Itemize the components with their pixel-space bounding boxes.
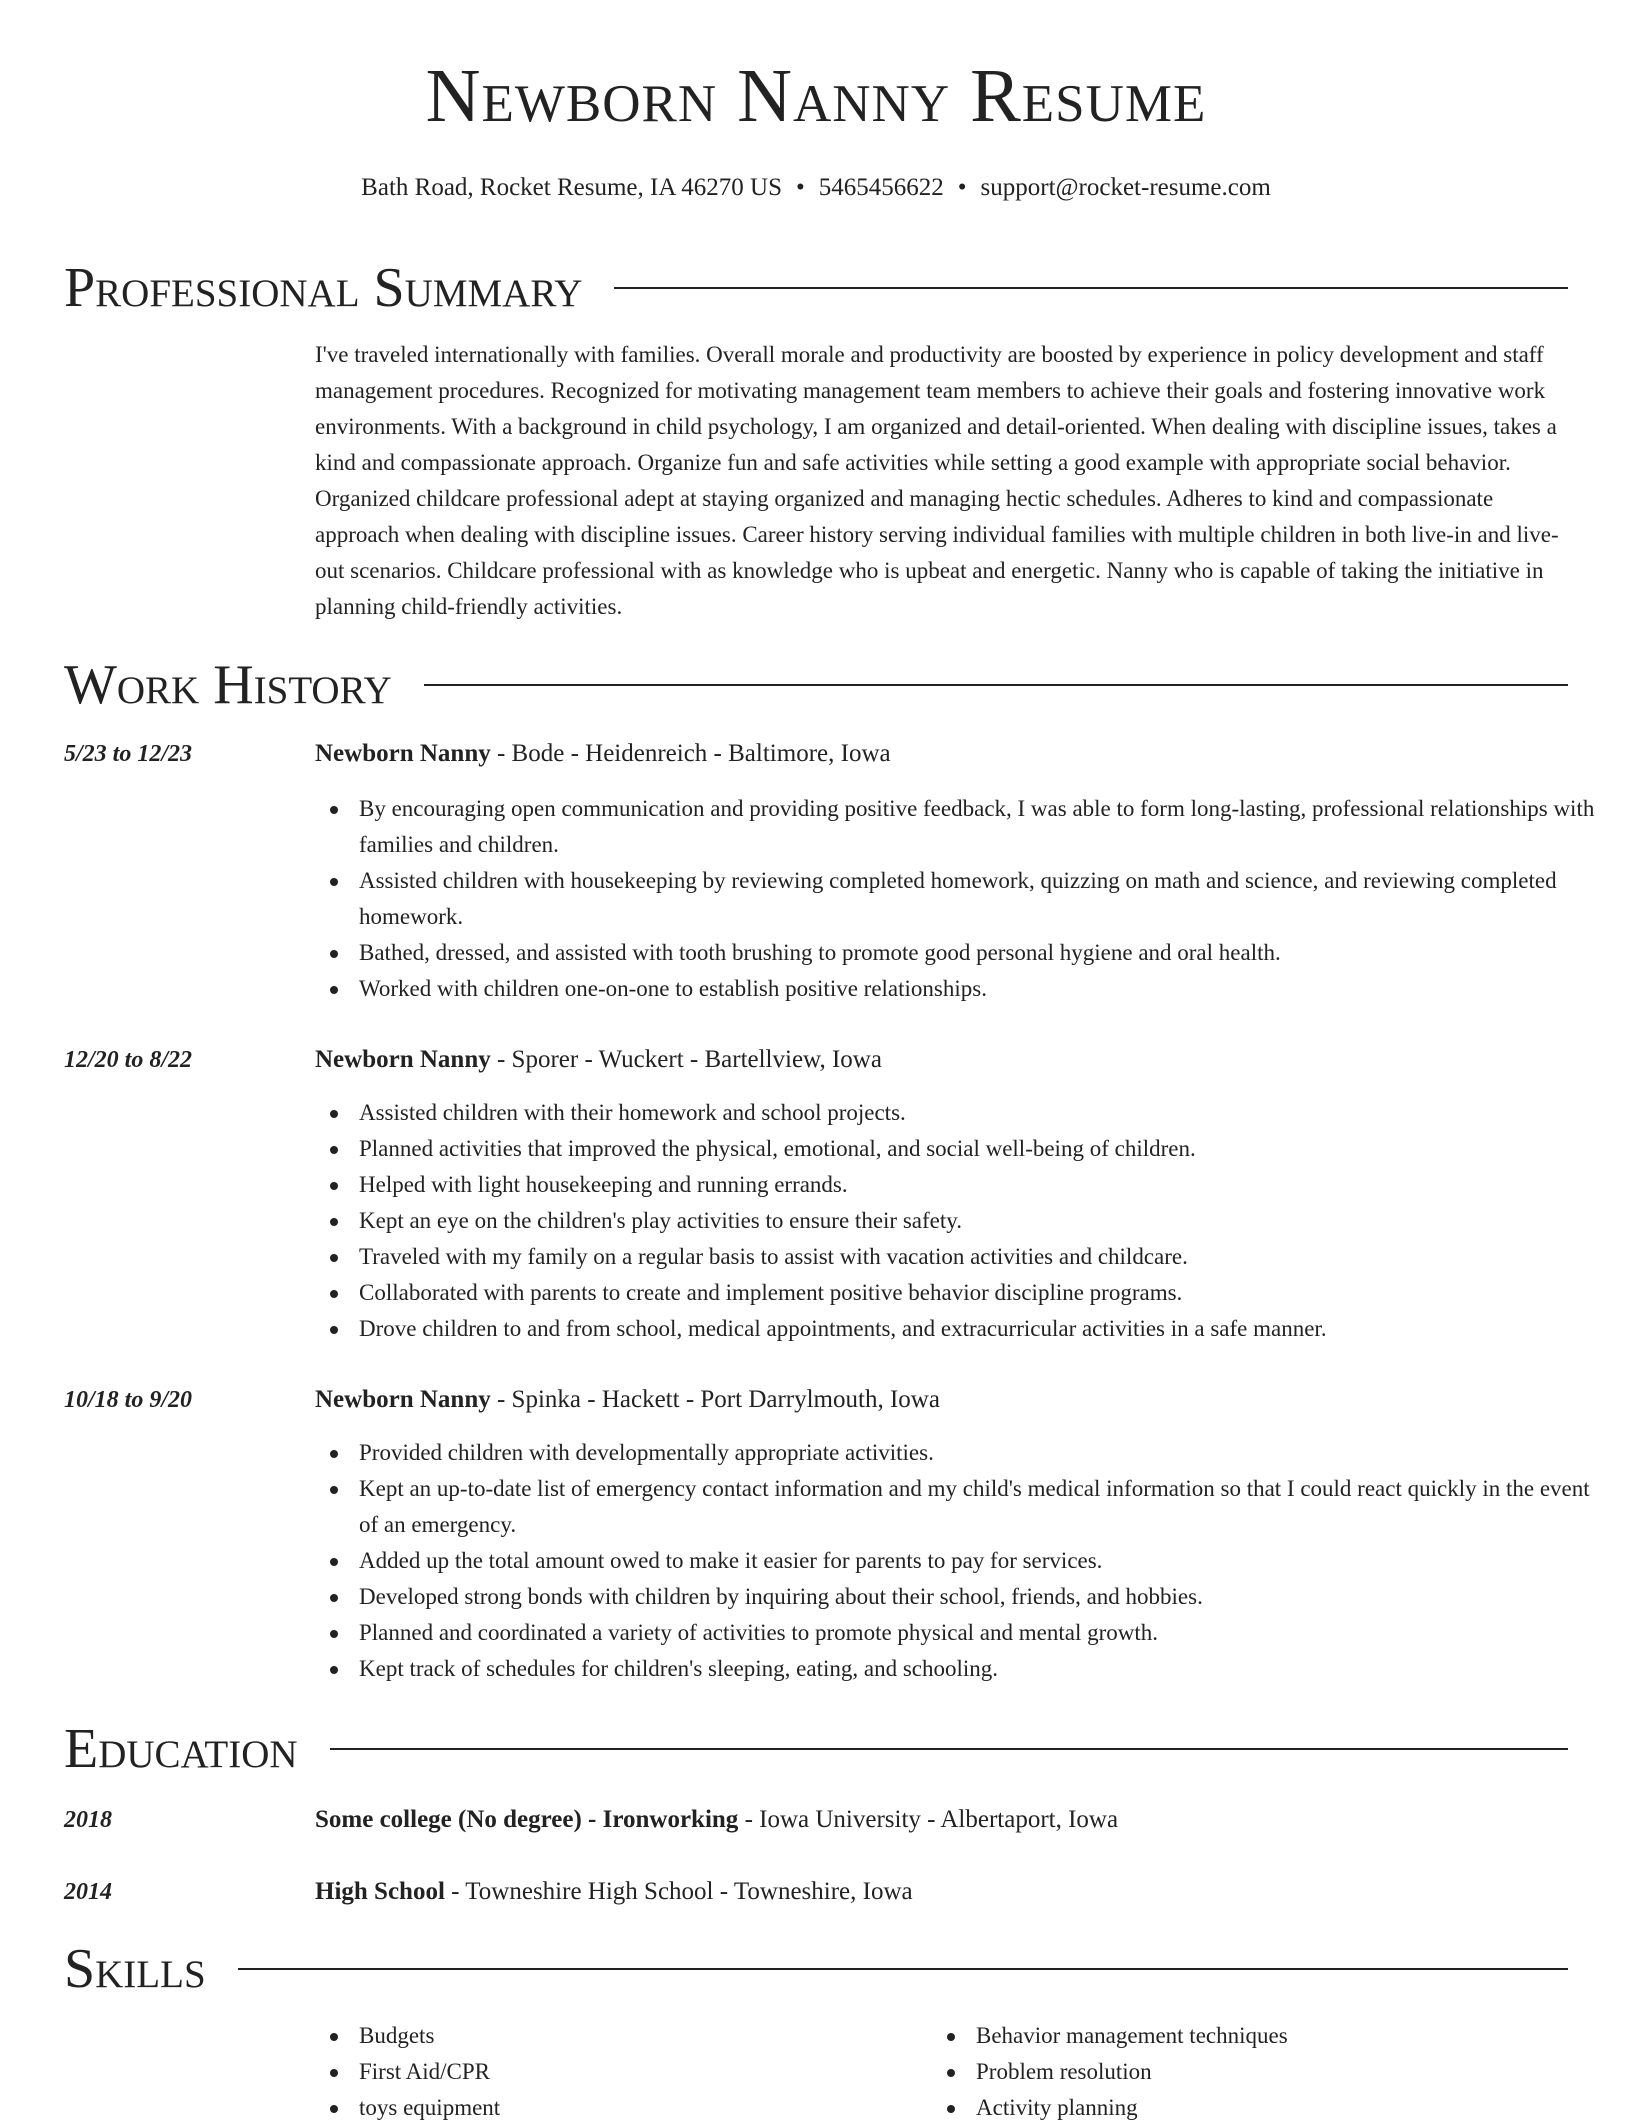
skill-item: Activity planning [976,2090,1288,2126]
list-item: Helped with light housekeeping and running errands. [359,1167,1612,1203]
job-bullets [315,1095,1612,1347]
education-year: 2014 [64,1879,112,1905]
section-divider [424,684,1568,686]
skill-item: Problem resolution [976,2054,1288,2090]
list-item: Kept an eye on the children's play activities to ensure their safety. [359,1203,1612,1239]
summary-text: I've traveled internationally with families. Overall morale and productivity are boosted by experience in policy development and staff management procedures. Recognized for motivating management team members to achieve their goals and fostering innovative work environments. With a background in child psychology, I am organized and detail-oriented. When dealing with discipline issues, takes a kind and compassionate approach. Organize fun and safe activities while setting a good example with appropriate social behavior. Organized childcare professional adept at staying organized and managing hectic schedules. Adheres to kind and compassionate approach when dealing with discipline issues. Career history serving individual families with multiple children in both live-in and live-out scenarios. Childcare professional with as knowledge who is upbeat and energetic. Nanny who is capable of taking the initiative in planning child-friendly activities. [315,342,1559,619]
job-heading [315,1047,882,1072]
education-entry [315,1807,1118,1832]
section-divider [238,1968,1568,1970]
education-title: Some college (No degree) - Ironworking [315,1806,739,1833]
contact-address: Bath Road, Rocket Resume, IA 46270 US [361,174,782,201]
list-item: Kept track of schedules for children's sleeping, eating, and schooling. [359,1651,1612,1687]
job-details: - Bode - Heidenreich - Baltimore, Iowa [490,740,891,767]
job-title: Newborn Nanny [315,740,491,767]
job-title: Newborn Nanny [315,1386,491,1413]
skills-list-left [315,2018,500,2126]
job-dates: 12/20 to 8/22 [64,1047,193,1073]
skill-item: Budgets [359,2018,500,2054]
skill-item: Behavior management techniques [976,2018,1288,2054]
list-item: Developed strong bonds with children by inquiring about their school, friends, and hobbies. [359,1579,1612,1615]
list-item: Worked with children one-on-one to establish positive relationships. [359,971,1612,1007]
list-item: Added up the total amount owed to make it easier for parents to pay for services. [359,1543,1612,1579]
list-item: Planned and coordinated a variety of activities to promote physical and mental growth. [359,1615,1612,1651]
work-heading: Work History [64,654,392,716]
job-heading [315,741,891,766]
section-divider [330,1748,1568,1750]
job-details: - Sporer - Wuckert - Bartellview, Iowa [490,1046,882,1073]
list-item: Collaborated with parents to create and implement positive behavior discipline programs. [359,1275,1612,1311]
list-item: Traveled with my family on a regular basis to assist with vacation activities and childcare. [359,1239,1612,1275]
contact-separator: • [795,174,805,201]
summary-section-header [64,258,1568,318]
education-section-header [64,1719,1568,1779]
list-item: Bathed, dressed, and assisted with tooth brushing to promote good personal hygiene and oral health. [359,935,1612,971]
education-title: High School [315,1878,445,1905]
skill-item: toys equipment [359,2090,500,2126]
job-bullets [315,1435,1612,1687]
list-item: Provided children with developmentally appropriate activities. [359,1435,1612,1471]
education-heading: Education [64,1718,298,1780]
list-item: Assisted children with their homework and school projects. [359,1095,1612,1131]
list-item: Planned activities that improved the physical, emotional, and social well-being of children. [359,1131,1612,1167]
job-dates: 10/18 to 9/20 [64,1387,193,1413]
list-item: Drove children to and from school, medical appointments, and extracurricular activities in a safe manner. [359,1311,1612,1347]
list-item: Kept an up-to-date list of emergency contact information and my child's medical information so that I could react quickly in the event of an emergency. [359,1471,1612,1543]
skills-heading: Skills [64,1938,206,2000]
education-year: 2018 [64,1807,112,1833]
job-dates: 5/23 to 12/23 [64,741,193,767]
summary-heading: Professional Summary [64,257,583,319]
list-item: By encouraging open communication and providing positive feedback, I was able to form long-lasting, professional relationships with families and children. [359,791,1612,863]
skills-list-right [932,2018,1288,2126]
job-heading [315,1387,940,1412]
list-item: Assisted children with housekeeping by reviewing completed homework, quizzing on math and science, and reviewing completed homework. [359,863,1612,935]
contact-email: support@rocket-resume.com [980,174,1271,201]
skills-section-header [64,1939,1568,1999]
job-bullets [315,791,1612,1007]
education-details: - Towneshire High School - Towneshire, Iowa [444,1878,913,1905]
work-section-header [64,655,1568,715]
contact-phone: 5465456622 [818,174,944,201]
education-details: - Iowa University - Albertaport, Iowa [738,1806,1119,1833]
contact-separator: • [957,174,967,201]
section-divider [614,287,1568,289]
contact-line [0,175,1632,200]
education-entry [315,1879,913,1904]
job-title: Newborn Nanny [315,1046,491,1073]
skill-item: First Aid/CPR [359,2054,500,2090]
job-details: - Spinka - Hackett - Port Darrylmouth, Iowa [490,1386,940,1413]
resume-name: Newborn Nanny Resume [425,54,1207,138]
